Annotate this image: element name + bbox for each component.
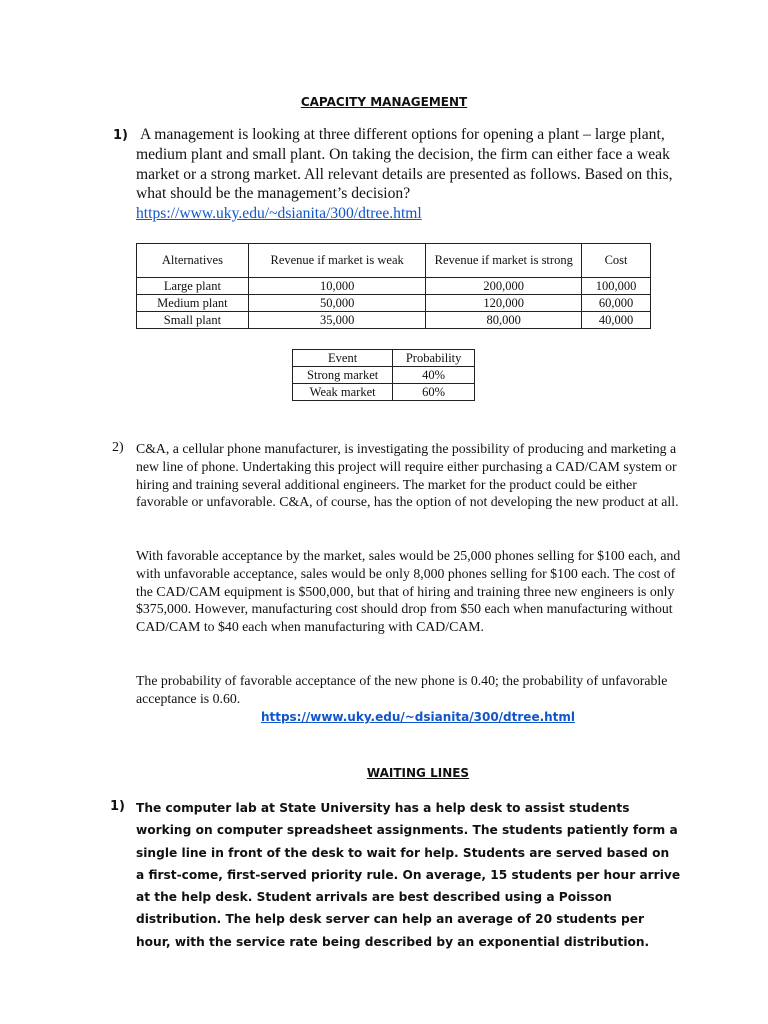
question-1-block bbox=[136, 125, 696, 224]
question-number: 2) bbox=[112, 440, 124, 455]
table-header-cell: Revenue if market is strong bbox=[426, 244, 582, 278]
question-number: 1) bbox=[113, 128, 128, 143]
table-header-cell: Probability bbox=[393, 350, 475, 367]
table-cell: 10,000 bbox=[248, 278, 426, 295]
table-cell: 100,000 bbox=[582, 278, 651, 295]
probability-table bbox=[292, 349, 475, 401]
table-header-cell: Cost bbox=[582, 244, 651, 278]
table-cell: 40% bbox=[393, 367, 475, 384]
table-cell: Weak market bbox=[293, 384, 393, 401]
section-title-waiting-lines: WAITING LINES bbox=[366, 766, 470, 780]
table-header-cell: Revenue if market is weak bbox=[248, 244, 426, 278]
table-cell: 200,000 bbox=[426, 278, 582, 295]
table-cell: 35,000 bbox=[248, 312, 426, 329]
table-row bbox=[137, 312, 651, 329]
table-header-row bbox=[137, 244, 651, 278]
table-cell: 60% bbox=[393, 384, 475, 401]
question-2-paragraph-3: The probability of favorable acceptance of the new phone is 0.40; the probability of unfavorable acceptance is 0.60. bbox=[136, 673, 668, 706]
table-row bbox=[137, 278, 651, 295]
table-cell: Strong market bbox=[293, 367, 393, 384]
table-cell: 60,000 bbox=[582, 295, 651, 312]
table-row bbox=[293, 384, 475, 401]
table-row bbox=[137, 295, 651, 312]
table-cell: 50,000 bbox=[248, 295, 426, 312]
waiting-lines-question-1-text: The computer lab at State University has a help desk to assist students working on computer spreadsheet assignments. The students patiently form a single line in front of the desk to wait for help. Students are served based on a first-come, first-served priority rule. On average, 15 students per hour arrive at the help desk. Student arrivals are best described using a Poisson distribution. The help desk server can help an average of 20 students per hour, with the service rate being described by an exponential distribution. bbox=[136, 801, 681, 949]
table-cell: Medium plant bbox=[137, 295, 249, 312]
question-1-text: A management is looking at three different options for opening a plant – large plant, medium plant and small plant. On taking the decision, the firm can either face a weak market or a strong market. All relevant details are presented as follows. Based on this, what should be the management’s decision? bbox=[136, 126, 673, 203]
table-cell: 80,000 bbox=[426, 312, 582, 329]
table-row bbox=[293, 367, 475, 384]
alternatives-table bbox=[136, 243, 651, 329]
table-header-cell: Alternatives bbox=[137, 244, 249, 278]
table-header-cell: Event bbox=[293, 350, 393, 367]
table-cell: Large plant bbox=[137, 278, 249, 295]
table-cell: 40,000 bbox=[582, 312, 651, 329]
table-cell: 120,000 bbox=[426, 295, 582, 312]
section-title-capacity-management: CAPACITY MANAGEMENT bbox=[300, 95, 468, 109]
question-2-link[interactable]: https://www.uky.edu/~dsianita/300/dtree.html bbox=[260, 710, 576, 724]
question-number: 1) bbox=[110, 799, 125, 814]
table-header-row bbox=[293, 350, 475, 367]
question-2-paragraph-2: With favorable acceptance by the market, sales would be 25,000 phones selling for $100 each, and with unfavorable acceptance, sales would be only 8,000 phones selling for $100 each. The cost of the CAD/CAM equipment is $500,000, but that of hiring and training three new engineers is only $375,000. However, manufacturing cost should drop from $50 each when manufacturing without CAD/CAM to $40 each when manufacturing with CAD/CAM. bbox=[136, 548, 681, 635]
question-1-link[interactable]: https://www.uky.edu/~dsianita/300/dtree.html bbox=[136, 205, 422, 223]
question-2-paragraph-1: C&A, a cellular phone manufacturer, is investigating the possibility of producing and marketing a new line of phone. Undertaking this project will require either purchasing a CAD/CAM system or hiring and training several additional engineers. The market for the product could be either favorable or unfavorable. C&A, of course, has the option of not developing the new product at all. bbox=[136, 441, 679, 510]
table-cell: Small plant bbox=[137, 312, 249, 329]
